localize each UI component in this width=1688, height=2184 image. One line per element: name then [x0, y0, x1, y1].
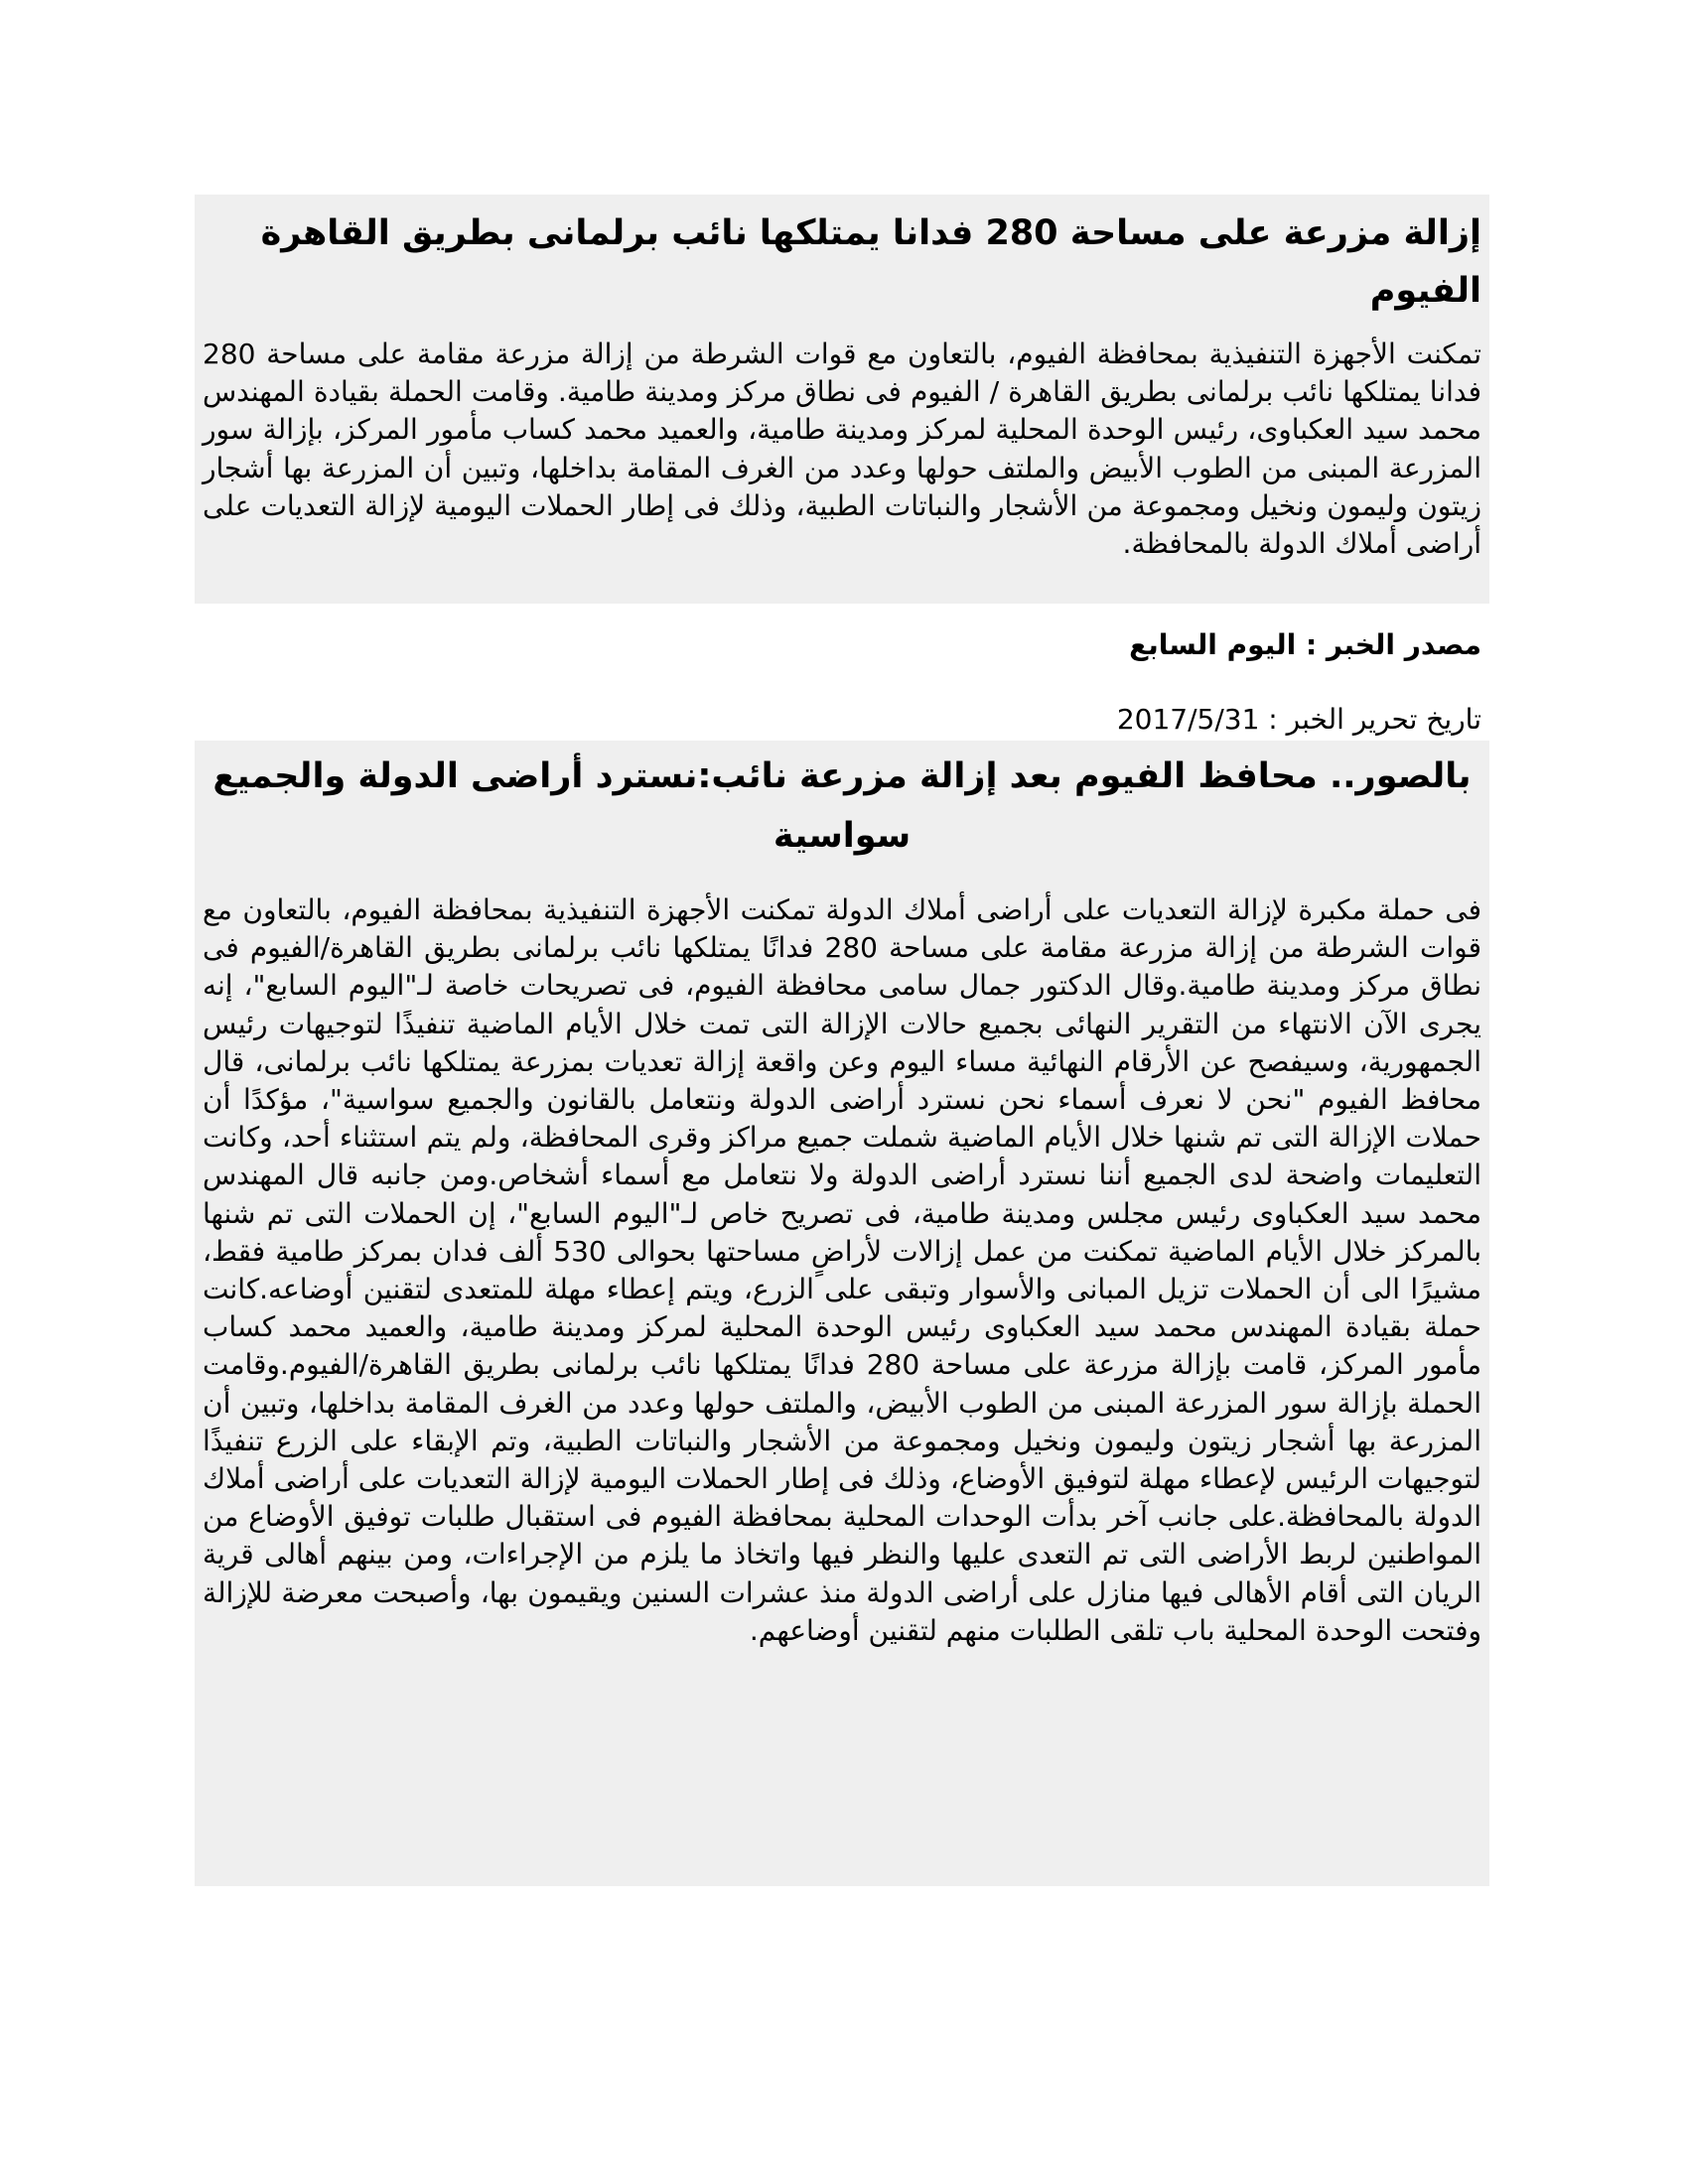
- publish-date: تاريخ تحرير الخبر : 2017/5/31: [1116, 703, 1481, 736]
- article-2-body: فى حملة مكبرة لإزالة التعديات على أراضى أملاك الدولة تمكنت الأجهزة التنفيذية بمحافظة الفيوم، بالتعاون مع قوات الشرطة من إزالة مزرعة مقامة على مساحة 280 فدانًا يمتلكها نائب برلمانى بطريق القاهرة/الفيوم فى نطاق مركز ومدينة طامية.وقال الدكتور جمال سامى محافظة الفيوم، فى تصريحات خاصة لـ"اليوم السابع"، إنه يجرى الآن الانتهاء من التقرير النهائى بجميع حالات الإزالة التى تمت خلال الأيام الماضية تنفيذًا لتوجيهات رئيس الجمهورية، وسيفصح عن الأرقام النهائية مساء اليوم وعن واقعة إزالة تعديات بمزرعة يمتلكها نائب برلمانى، قال محافظ الفيوم "نحن لا نعرف أسماء نحن نسترد أراضى الدولة ونتعامل بالقانون والجميع سواسية"، مؤكدًا أن حملات الإزالة التى تم شنها خلال الأيام الماضية شملت جميع مراكز وقرى المحافظة، ولم يتم استثناء أحد، وكانت التعليمات واضحة لدى الجميع أننا نسترد أراضى الدولة ولا نتعامل مع أسماء أشخاص.ومن جانبه قال المهندس محمد سيد العكباوى رئيس مجلس ومدينة طامية، فى تصريح خاص لـ"اليوم السابع"، إن الحملات التى تم شنها بالمركز خلال الأيام الماضية تمكنت من عمل إزالات لأراضٍ مساحتها بحوالى 530 ألف فدان بمركز طامية فقط، مشيرًا الى أن الحملات تزيل المبانى والأسوار وتبقى على الزرع، ويتم إعطاء مهلة للمتعدى لتقنين أوضاعه.كانت حملة بقيادة المهندس محمد سيد العكباوى رئيس الوحدة المحلية لمركز ومدينة طامية، والعميد محمد كساب مأمور المركز، قامت بإزالة مزرعة على مساحة 280 فدانًا يمتلكها نائب برلمانى بطريق القاهرة/الفيوم.وقامت الحملة بإزالة سور المزرعة المبنى من الطوب الأبيض، والملتف حولها وعدد من الغرف المقامة بداخلها، وتبين أن المزرعة بها أشجار زيتون وليمون ونخيل ومجموعة من الأشجار والنباتات الطبية، وتم الإبقاء على الزرع تنفيذًا لتوجيهات الرئيس لإعطاء مهلة لتوفيق الأوضاع، وذلك فى إطار الحملات اليومية لإزالة التعديات على أراضى أملاك الدولة بالمحافظة.على جانب آخر بدأت الوحدات المحلية بمحافظة الفيوم فى استقبال طلبات توفيق الأوضاع من المواطنين لربط الأراضى التى تم التعدى عليها والنظر فيها واتخاذ ما يلزم من الإجراءات، ومن بينهم أهالى قرية الريان التى أقام الأهالى فيها منازل على أراضى الدولة منذ عشرات السنين ويقيمون بها، وأصبحت معرضة للإزالة وفتحت الوحدة المحلية باب تلقى الطلبات منهم لتقنين أوضاعهم.: [203, 893, 1481, 1647]
- article-1-title: إزالة مزرعة على مساحة 280 فدانا يمتلكها نائب برلمانى بطريق القاهرة الفيوم: [260, 213, 1481, 311]
- news-source: مصدر الخبر : اليوم السابع: [1129, 628, 1481, 661]
- article-2-title: بالصور.. محافظ الفيوم بعد إزالة مزرعة نائب:نسترد أراضى الدولة والجميع سواسية: [212, 756, 1472, 856]
- article-2: [195, 741, 1489, 1886]
- article-1-body: تمكنت الأجهزة التنفيذية بمحافظة الفيوم، بالتعاون مع قوات الشرطة من إزالة مزرعة مقامة على مساحة 280 فدانا يمتلكها نائب برلمانى بطريق القاهرة / الفيوم فى نطاق مركز ومدينة طامية. وقامت الحملة بقيادة المهندس محمد سيد العكباوى، رئيس الوحدة المحلية لمركز ومدينة طامية، والعميد محمد كساب مأمور المركز، بإزالة سور المزرعة المبنى من الطوب الأبيض والملتف حولها وعدد من الغرف المقامة بداخلها، وتبين أن المزرعة بها أشجار زيتون وليمون ونخيل ومجموعة من الأشجار والنباتات الطبية، وذلك فى إطار الحملات اليومية لإزالة التعديات على أراضى أملاك الدولة بالمحافظة.: [203, 338, 1481, 561]
- document-page: [195, 195, 1489, 1886]
- article-1: [195, 195, 1489, 604]
